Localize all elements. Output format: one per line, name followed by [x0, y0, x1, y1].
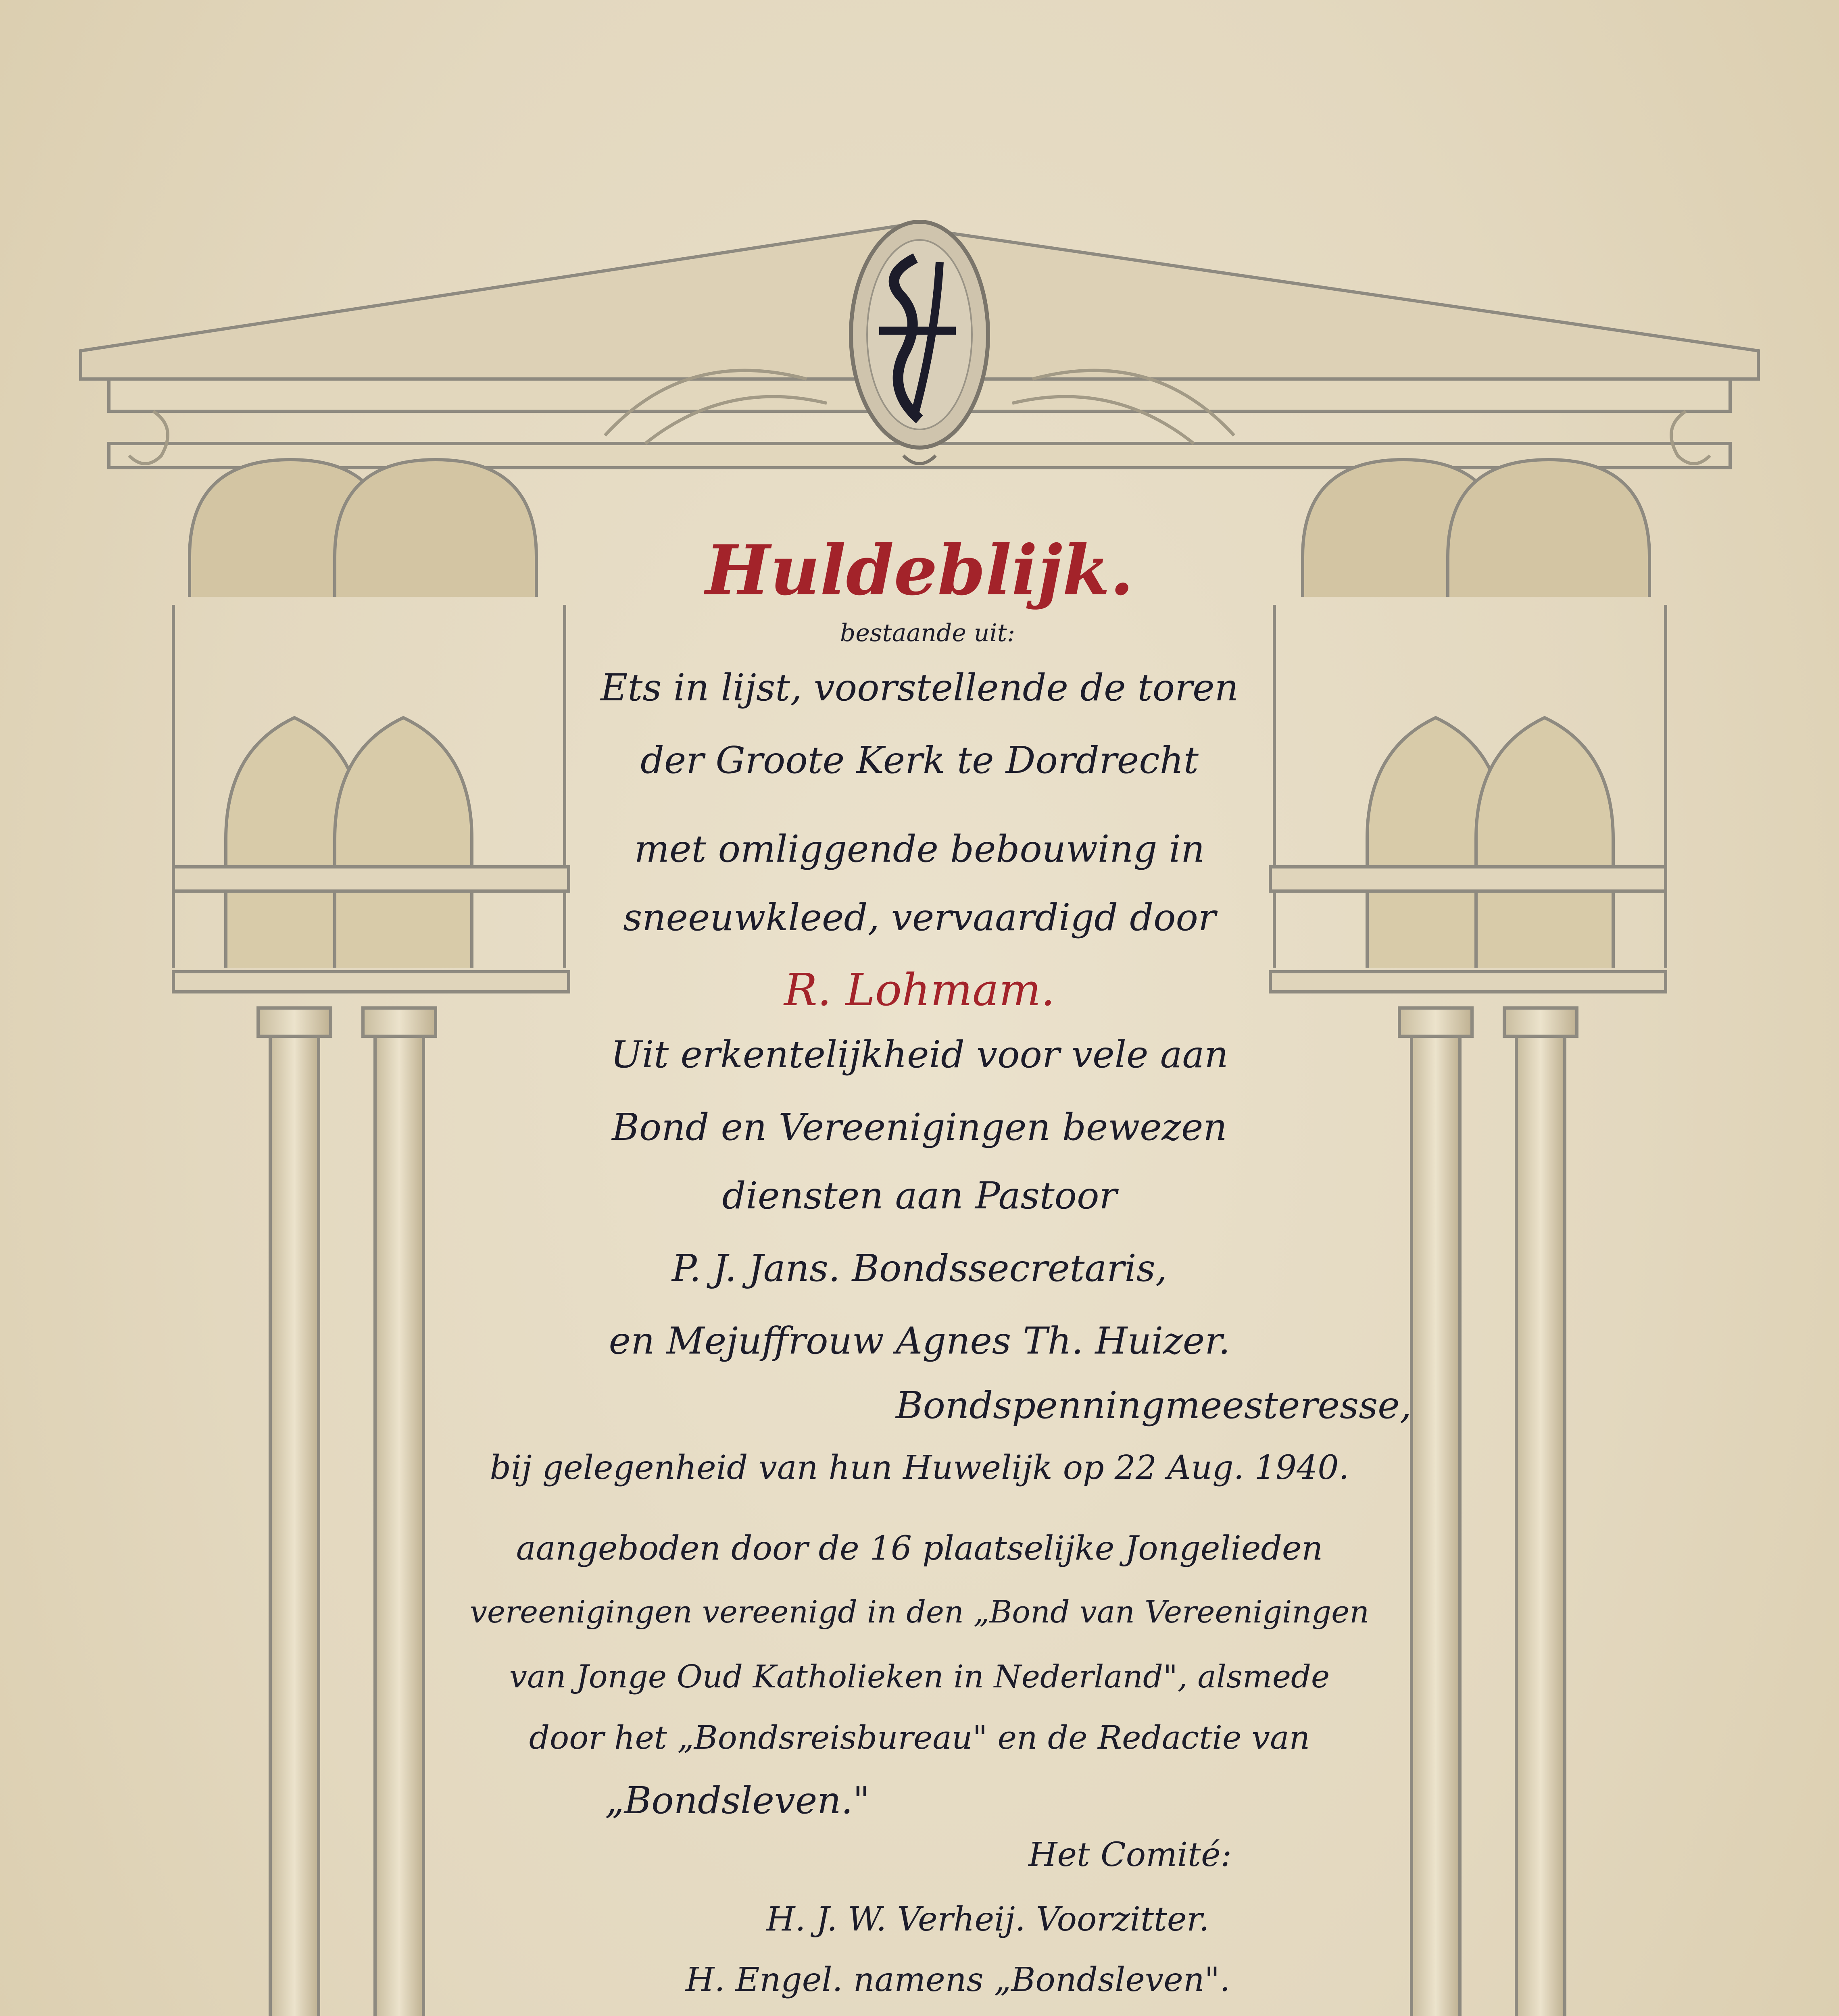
body-line: en Mejuffrouw Agnes Th. Huizer.	[609, 1319, 1230, 1362]
body-line: Ets in lijst, voorstellende de toren	[600, 666, 1239, 709]
body-line: der Groote Kerk te Dordrecht	[640, 739, 1199, 782]
body-line: vereenigingen vereenigd in den „Bond van Vereenigingen	[469, 1594, 1370, 1630]
committee-member: H. J. W. Verheij. Voorzitter.	[766, 1900, 1209, 1939]
body-line: Bondspenningmeesteresse,	[895, 1384, 1412, 1427]
body-line: aangeboden door de 16 plaatselijke Jongelieden	[516, 1529, 1323, 1568]
columns	[258, 1008, 1577, 2016]
body-line: Uit erkentelijkheid voor vele aan	[611, 1033, 1228, 1076]
body-line: door het „Bondsreisbureau" en de Redactie van	[529, 1719, 1310, 1756]
monogram-medallion	[851, 222, 988, 464]
body-line: sneeuwkleed, vervaardigd door	[623, 896, 1216, 939]
document-subtitle: bestaande uit:	[840, 619, 1015, 647]
artist-name: R. Lohmam.	[784, 964, 1055, 1016]
body-line: bij gelegenheid van hun Huwelijk op 22 Aug. 1940.	[490, 1449, 1349, 1487]
body-line: P. J. Jans. Bondssecretaris,	[671, 1247, 1168, 1290]
body-line: „Bondsleven."	[605, 1779, 870, 1822]
body-line: Bond en Vereenigingen bewezen	[612, 1106, 1227, 1149]
document-title: Huldeblijk.	[705, 530, 1134, 611]
committee-member: H. Engel. namens „Bondsleven".	[686, 1961, 1230, 1999]
body-line: met omliggende bebouwing in	[634, 827, 1205, 871]
body-line: diensten aan Pastoor	[722, 1174, 1117, 1217]
committee-heading: Het Comité:	[1028, 1836, 1232, 1874]
body-line: van Jonge Oud Katholieken in Nederland", alsmede	[509, 1659, 1330, 1695]
